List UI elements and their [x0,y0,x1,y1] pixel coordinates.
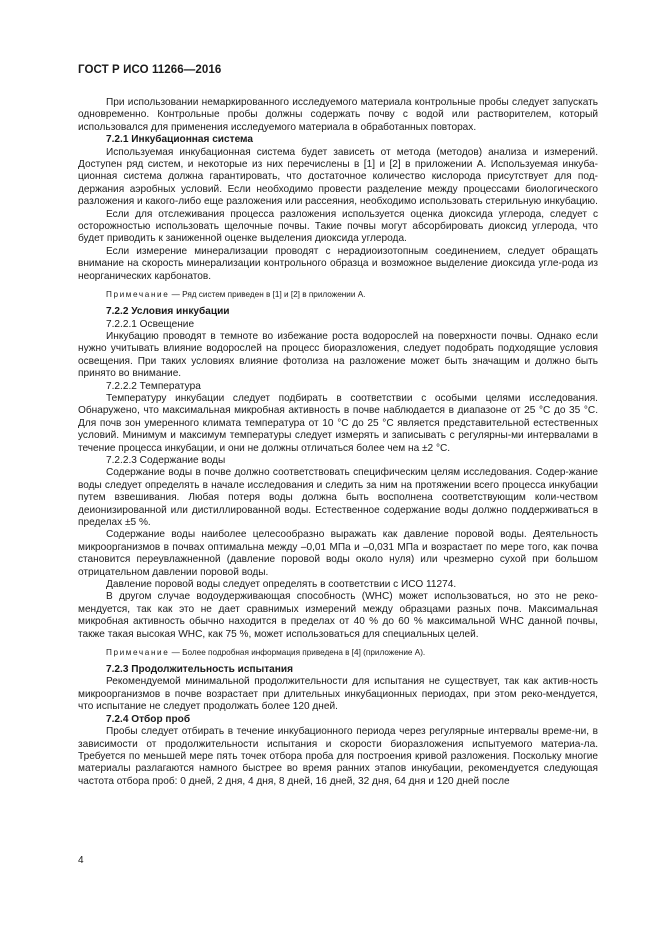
note-text: — Более подробная информация приведена в [4] (приложение А). [169,648,426,658]
paragraph: Рекомендуемой минимальной продолжительности для испытания не существует, так как актив-ность микроорганизмов в почве возрастает при длительных инкубационных периодах, при этом реко-мендуется, что испытание не следует продолжать более 120 дней. [78,676,598,713]
paragraph: Пробы следует отбирать в течение инкубационного периода через регулярные интервалы време-ни, в зависимости от продолжительности испытания и скорости биоразложения испытуемого материа-ла. Требуется по меньшей мере пять точек отбора проба для построения кривой разложения. Поскольку многие материалы разлагаются намного быстрее во время ранних этапов инкубации, рекомендуется следующая частота отбора проб: 0 дней, 2 дня, 4 дня, 8 дней, 16 дней, 32 дня, 64 дня и 120 дней после [78,726,598,787]
subsection-heading-7-2-2-3: 7.2.2.3 Содержание воды [106,454,226,466]
section-heading-7-2-1: 7.2.1 Инкубационная система [106,134,253,146]
paragraph: Если для отслеживания процесса разложения используется оценка диоксида углерода, следует с осторожностью использовать щелочные почвы. Такие почвы могут абсорбировать диоксид углерода, что будет приводить к заниженной оценке выделения диоксида углерода. [78,208,598,245]
page-number: 4 [78,855,84,866]
subsection-heading-7-2-2-2: 7.2.2.2 Температура [106,380,201,392]
paragraph: Содержание воды в почве должно соответствовать специфическим целям исследования. Содер-жание воды следует определять в начале исследования и следить за ним на протяжении всего процесса инкубации путем взвешивания. Любая потеря воды должна быть восполнена соответствующим коли-чеством деионизированной или дистиллированной воды. Естественное содержание воды должно поддерживаться в пределах ±5 %. [78,467,598,528]
note [78,289,598,300]
document-header: ГОСТ Р ИСО 11266—2016 [78,64,222,76]
subsection-heading-7-2-2-1: 7.2.2.1 Освещение [106,318,195,330]
paragraph: Инкубацию проводят в темноте во избежание роста водорослей на поверхности почвы. Однако если нужно учитывать влияние водорослей на процесс биоразложения, следует подобрать подходящие условия освещения. При таких условиях влияние фотолиза на разложение может быть значащим и должно быть принято во внимание. [78,330,598,380]
section-heading-7-2-4: 7.2.4 Отбор проб [106,713,191,725]
paragraph: Давление поровой воды следует определять в соответствии с ИСО 11274. [106,579,457,591]
paragraph: Содержание воды наиболее целесообразно выражать как давление поровой воды. Деятельность микроорганизмов в почвах оптимальна между –0,01 МПа и –0,031 МПа и возрастает по мере того, как почва становится переувлажненной (давление поровой воды около нуля) или чрезмерно сухой при большом отрицательном давлении поровой воды. [78,529,598,578]
paragraph: Температуру инкубации следует подбирать в соответствии с особыми целями исследования. Обнаружено, что максимальная микробная активность в почве наблюдается в диапазоне от 25 °С до 35 °С. Для почв зон умеренного климата температура от 10 °С до 25 °С является представительной естественных условий. Минимум и максимум температуры следует измерять и записывать с регулярны-ми интервалами в течение процесса инкубации, и они не должны отличаться более чем на ±2 °С. [78,392,598,454]
document-body [78,97,598,788]
paragraph: В другом случае водоудерживающая способность (WHC) может использоваться, но это не реко-мендуется, так как это не дает сравнимых измерений между образцами разных почв. Максимальная микробная активность обычно находится в пределах от 40 % до 60 % максимальной WHC данной почвы, также такая высокая WHC, как 75 %, может использоваться для специальных целей. [78,591,598,640]
note-label: Примечание [106,290,170,300]
paragraph: Используемая инкубационная система будет зависеть от метода (методов) анализа и измерений. Доступен ряд систем, и некоторые из них перечислены в [1] и [2] в приложении А. Используемая инкуба-ционная система должна гарантировать, что достаточное количество кислорода присутствует для под-держания аэробных условий. Если необходимо провести разделение между процессами биологического разложения и какого-либо еще разложения или рассеяния, необходимо использовать стерильную инкубацию. [78,146,598,208]
intro-paragraph: При использовании немаркированного исследуемого материала контрольные пробы следует запускать одновременно. Контрольные пробы должны содержать почву с водой или растворителем, который использовался для применения исследуемого материала в обработанных повторах. [78,97,598,133]
note-label: Примечание [106,648,170,658]
note [78,647,598,658]
section-heading-7-2-3: 7.2.3 Продолжительность испытания [106,664,293,676]
note-text: — Ряд систем приведен в [1] и [2] в приложении А. [169,290,366,300]
paragraph: Если измерение минерализации проводят с нерадиоизотопным соединением, следует обращать внимание на скорость минерализации контрольного образца и возможное выделение диоксида угле-рода из неорганических карбонатов. [78,245,598,282]
section-heading-7-2-2: 7.2.2 Условия инкубации [106,306,230,318]
